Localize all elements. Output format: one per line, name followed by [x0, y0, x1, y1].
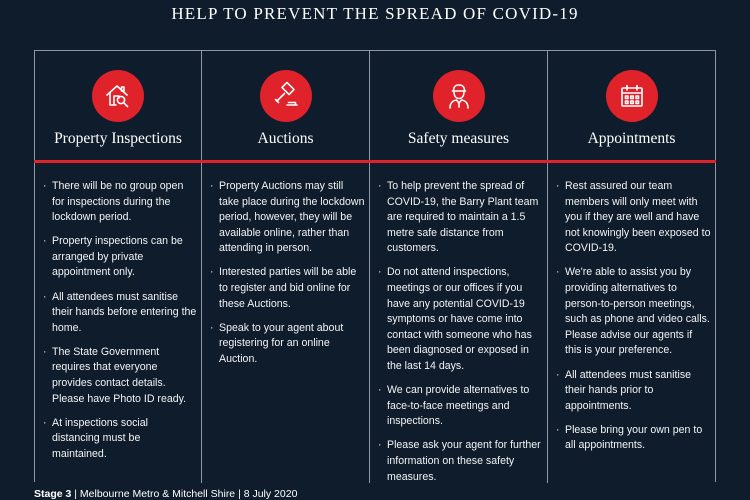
footer-stage: Stage 3	[34, 488, 72, 500]
column-title: Safety measures	[407, 130, 510, 147]
list-item: · Do not attend inspections, meetings or our offices if you have any potential COVID-19 symptoms or have come into contact with someone who has been diagnosed or exposed in the last 14 days.	[378, 265, 543, 374]
bullet-list	[35, 179, 201, 471]
list-item: · Rest assured our team members will only meet with you if they are well and have not knowingly been exposed to COVID-19.	[556, 179, 711, 257]
column-header	[202, 51, 369, 162]
column-title: Appointments	[587, 130, 676, 147]
list-item: · Please bring your own pen to all appointments.	[556, 423, 711, 454]
gavel-icon	[260, 70, 312, 122]
list-item: · We can provide alternatives to face-to-face meetings and inspections.	[378, 383, 543, 430]
list-item: · All attendees must sanitise their hands before entering the home.	[43, 290, 197, 337]
list-item: · There will be no group open for inspections during the lockdown period.	[43, 179, 197, 226]
footer-details: Melbourne Metro & Mitchell Shire | 8 July 2020	[79, 488, 298, 500]
list-item: · At inspections social distancing must be maintained.	[43, 416, 197, 463]
list-item: · To help prevent the spread of COVID-19, the Barry Plant team are required to maintain a 1.5 metre safe distance from customers.	[378, 179, 543, 257]
column-appointments	[547, 51, 715, 483]
list-item: · Interested parties will be able to register and bid online for these Auctions.	[210, 265, 365, 312]
house-search-icon	[92, 70, 144, 122]
list-item: · Please ask your agent for further information on these safety measures.	[378, 438, 543, 485]
list-item: · We're able to assist you by providing alternatives to person-to-person meetings, such as phone and video calls. Please advise our agents if this is your preference.	[556, 265, 711, 359]
column-header	[370, 51, 547, 162]
list-item: · The State Government requires that everyone provides contact details. Please have Photo ID ready.	[43, 345, 197, 407]
info-panel	[34, 50, 716, 482]
person-icon	[433, 70, 485, 122]
list-item: · Property Auctions may still take place during the lockdown period, however, they will be available online, rather than attending in person.	[210, 179, 365, 257]
calendar-icon	[606, 70, 658, 122]
bullet-list	[370, 179, 547, 494]
column-title: Property Inspections	[54, 130, 182, 147]
column-safety-measures	[369, 51, 547, 483]
header-divider	[34, 160, 716, 163]
page-title: HELP TO PREVENT THE SPREAD OF COVID-19	[171, 4, 579, 23]
bullet-list	[548, 179, 715, 463]
list-item: · Property inspections can be arranged by private appointment only.	[43, 234, 197, 281]
column-auctions	[201, 51, 369, 483]
column-header	[35, 51, 201, 162]
list-item: · Speak to your agent about registering for an online Auction.	[210, 321, 365, 368]
footer	[34, 488, 297, 500]
column-header	[548, 51, 715, 162]
list-item: · All attendees must sanitise their hands prior to appointments.	[556, 368, 711, 415]
column-title: Auctions	[257, 130, 314, 147]
bullet-list	[202, 179, 369, 376]
footer-separator: |	[71, 488, 80, 500]
column-property-inspections	[35, 51, 201, 483]
